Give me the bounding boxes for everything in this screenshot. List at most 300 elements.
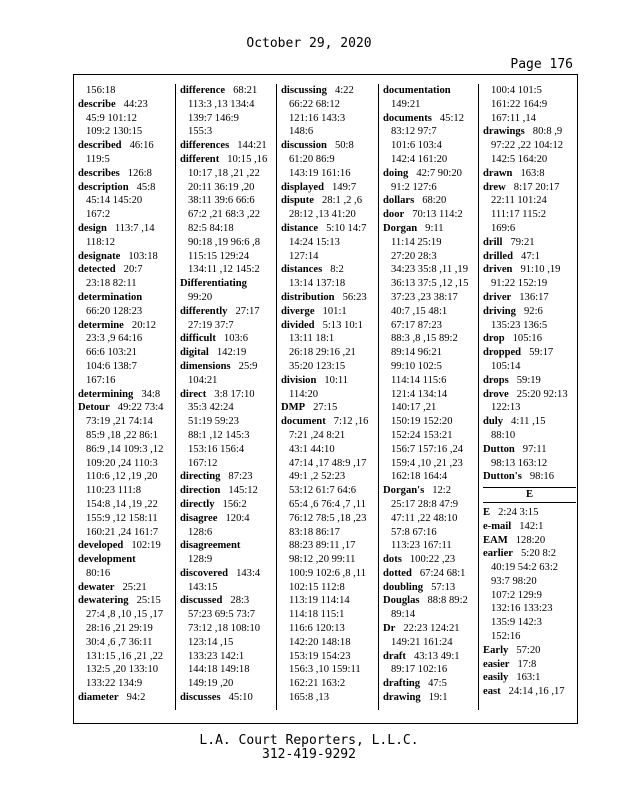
index-term: E — [483, 506, 491, 518]
index-term: Douglas — [383, 595, 420, 607]
index-page-refs: 132:16 133:23 — [491, 603, 553, 615]
index-term: drill — [483, 236, 503, 248]
index-line — [383, 567, 476, 581]
index-line — [483, 429, 576, 443]
index-line — [78, 401, 171, 415]
index-page-refs: 19:1 — [428, 692, 448, 704]
index-line — [78, 153, 171, 167]
index-term: easily — [483, 672, 509, 684]
index-line — [78, 594, 171, 608]
index-term: diameter — [78, 692, 119, 704]
index-term: disagree — [180, 512, 218, 524]
index-page-refs: 68:20 — [422, 195, 447, 207]
index-page-refs: 100:9 102:6 ,8 ,11 — [289, 567, 367, 579]
index-term: Dr — [383, 623, 396, 635]
index-line — [383, 622, 476, 636]
index-page-refs: 133:23 142:1 — [188, 650, 245, 662]
index-term: described — [78, 140, 122, 152]
index-page-refs: 118:12 — [86, 236, 116, 248]
index-page-refs: 34:8 — [141, 388, 161, 400]
index-page-refs: 35:3 42:24 — [188, 402, 234, 414]
index-page-refs: 128:9 — [188, 554, 213, 566]
index-page-refs: 45:10 — [228, 692, 253, 704]
index-line — [180, 360, 273, 374]
index-line — [281, 650, 374, 664]
index-page-refs: 102:19 — [131, 540, 161, 552]
index-line — [180, 691, 273, 705]
index-page-refs: 10:11 — [324, 374, 349, 386]
index-page-refs: 88:3 ,8 ,15 89:2 — [391, 333, 458, 345]
index-page-refs: 59:17 — [529, 347, 554, 359]
index-page-refs: 23:18 82:11 — [86, 278, 137, 290]
index-line — [383, 305, 476, 319]
index-line — [180, 291, 273, 305]
index-line — [180, 581, 273, 595]
index-line — [383, 319, 476, 333]
index-line — [180, 167, 273, 181]
index-line — [483, 415, 576, 429]
index-page-refs: 143:4 — [236, 567, 261, 579]
index-line — [281, 553, 374, 567]
index-line — [383, 332, 476, 346]
index-page-refs: 34:23 35:8 ,11 ,19 — [391, 264, 469, 276]
index-line — [483, 125, 576, 139]
index-page-refs: 143:15 — [188, 581, 218, 593]
index-term: Dorgan's — [383, 485, 425, 497]
index-page-refs: 80:8 ,9 — [532, 126, 563, 138]
index-page-refs: 22:11 101:24 — [491, 195, 547, 207]
index-page-refs: 27:4 ,8 ,10 ,15 ,17 — [86, 609, 164, 621]
index-page-refs: 47:14 ,17 48:9 ,17 — [289, 457, 367, 469]
index-line — [281, 125, 374, 139]
index-line — [281, 512, 374, 526]
index-page-refs: 153:16 156:4 — [188, 443, 245, 455]
index-page-refs: 113:3 ,13 134:4 — [188, 98, 255, 110]
index-line — [383, 236, 476, 250]
index-line — [78, 277, 171, 291]
index-line — [383, 277, 476, 291]
index-line — [281, 263, 374, 277]
index-line — [281, 250, 374, 264]
index-page-refs: 68:21 — [233, 85, 258, 96]
index-page-refs: 154:8 ,14 ,19 ,22 — [86, 498, 158, 510]
index-line — [78, 84, 171, 98]
index-page-refs: 57:13 — [431, 581, 456, 593]
index-page-refs: 101:1 — [322, 305, 347, 317]
index-page-refs: 49:1 ,2 52:23 — [289, 471, 346, 483]
index-line — [78, 415, 171, 429]
index-term: drops — [483, 374, 509, 386]
index-page-refs: 153:19 154:23 — [289, 650, 351, 662]
index-line — [483, 112, 576, 126]
index-term: driver — [483, 291, 512, 303]
index-page-refs: 89:14 96:21 — [391, 347, 442, 359]
index-line — [483, 208, 576, 222]
index-page-refs: 65:4 ,6 76:4 ,7 ,11 — [289, 498, 367, 510]
index-page-refs: 163:8 — [520, 167, 545, 179]
index-term: Dorgan — [383, 222, 418, 234]
index-line — [180, 139, 273, 153]
index-line — [383, 401, 476, 415]
index-line — [383, 194, 476, 208]
index-page-refs: 47:11 ,22 48:10 — [391, 512, 458, 524]
index-line — [180, 608, 273, 622]
index-page-refs: 57:20 — [516, 644, 541, 656]
index-page-refs: 86:9 ,14 109:3 ,12 — [86, 443, 164, 455]
index-page-refs: 26:18 29:16 ,21 — [289, 347, 356, 359]
index-page-refs: 89:17 102:16 — [391, 664, 448, 676]
page-number: Page 176 — [510, 57, 573, 72]
index-line — [483, 346, 576, 360]
index-page-refs: 56:23 — [342, 291, 367, 303]
index-line — [281, 677, 374, 691]
index-term: difficult — [180, 333, 216, 345]
index-page-refs: 67:24 68:1 — [419, 567, 466, 579]
index-column-3 — [281, 84, 374, 705]
index-page-refs: 110:23 111:8 — [86, 485, 142, 497]
index-page-refs: 97:22 ,22 104:12 — [491, 140, 564, 152]
index-page-refs: 149:21 — [391, 98, 421, 110]
index-line — [483, 277, 576, 291]
index-page-refs: 43:1 44:10 — [289, 443, 335, 455]
index-page-refs: 46:16 — [129, 140, 154, 152]
index-page-refs: 119:5 — [86, 153, 110, 165]
index-page-refs: 105:14 — [491, 360, 521, 372]
index-line — [383, 470, 476, 484]
index-line — [483, 181, 576, 195]
index-page-refs: 17:8 — [517, 658, 537, 670]
index-line — [383, 677, 476, 691]
index-line — [383, 181, 476, 195]
index-term: EAM — [483, 534, 508, 546]
index-term: disagreement — [180, 540, 241, 552]
index-page-refs: 25:21 — [122, 581, 147, 593]
index-line — [180, 277, 273, 291]
index-page-refs: 28:1 ,2 ,6 — [321, 195, 363, 207]
index-line — [180, 181, 273, 195]
index-page-refs: 162:21 163:2 — [289, 678, 346, 690]
index-page-refs: 50:8 — [334, 140, 354, 152]
index-page-refs: 85:9 ,18 ,22 86:1 — [86, 429, 159, 441]
index-line — [483, 534, 576, 548]
index-line — [180, 443, 273, 457]
index-line — [483, 630, 576, 644]
index-term: designate — [78, 250, 121, 262]
index-page-refs: 28:3 — [230, 595, 250, 607]
index-line — [180, 650, 273, 664]
index-line — [383, 512, 476, 526]
index-page-refs: 140:17 ,21 — [391, 402, 437, 414]
index-line — [78, 319, 171, 333]
index-page-refs: 123:14 ,15 — [188, 636, 234, 648]
index-page-refs: 20:11 36:19 ,20 — [188, 181, 255, 193]
index-line — [483, 305, 576, 319]
index-line — [78, 484, 171, 498]
index-line — [180, 84, 273, 98]
index-page-refs: 120:4 — [225, 512, 250, 524]
index-line — [78, 139, 171, 153]
index-term: Differentiating — [180, 278, 247, 290]
index-term: doubling — [383, 581, 424, 593]
index-line — [281, 429, 374, 443]
index-page-refs: 47:1 — [521, 250, 540, 262]
index-term: displayed — [281, 181, 324, 193]
index-line — [483, 374, 576, 388]
index-page-refs: 144:18 149:18 — [188, 664, 250, 676]
index-term: distance — [281, 222, 319, 234]
index-line — [180, 263, 273, 277]
index-line — [483, 443, 576, 457]
index-line — [383, 650, 476, 664]
index-line — [383, 457, 476, 471]
index-page-refs: 143:19 161:16 — [289, 167, 351, 179]
index-page-refs: 162:18 164:4 — [391, 471, 448, 483]
index-line — [281, 388, 374, 402]
index-page-refs: 102:15 112:8 — [289, 581, 345, 593]
index-term: door — [383, 209, 405, 221]
index-page-refs: 169:6 — [491, 222, 516, 234]
index-line — [383, 388, 476, 402]
index-term: difference — [180, 85, 226, 96]
index-page-refs: 25:20 92:13 — [516, 388, 568, 400]
index-line — [281, 84, 374, 98]
index-page-refs: 91:10 ,19 — [520, 264, 561, 276]
index-line — [78, 526, 171, 540]
index-line — [78, 194, 171, 208]
index-page-refs: 20:7 — [123, 264, 143, 276]
index-line — [78, 553, 171, 567]
index-line — [483, 457, 576, 471]
index-line — [483, 575, 576, 589]
index-line — [383, 167, 476, 181]
index-line — [281, 526, 374, 540]
index-line — [180, 98, 273, 112]
index-page-refs: 152:24 153:21 — [391, 429, 453, 441]
index-term: drilled — [483, 250, 514, 262]
index-page-refs: 110:6 ,12 ,19 ,20 — [86, 471, 158, 483]
index-term: documentation — [383, 85, 451, 96]
index-line — [180, 498, 273, 512]
index-page-refs: 45:12 — [439, 112, 464, 124]
index-line — [281, 167, 374, 181]
index-page-refs: 66:20 128:23 — [86, 305, 143, 317]
index-page-refs: 131:15 ,16 ,21 ,22 — [86, 650, 164, 662]
index-line — [78, 250, 171, 264]
index-line — [383, 498, 476, 512]
index-page-refs: 25:17 28:8 47:9 — [391, 498, 459, 510]
index-page-refs: 44:23 — [123, 98, 148, 110]
index-line — [78, 181, 171, 195]
column-divider — [378, 84, 379, 710]
index-line — [281, 319, 374, 333]
index-page-refs: 159:4 ,10 ,21 ,23 — [391, 457, 463, 469]
index-line — [483, 671, 576, 685]
index-line — [78, 236, 171, 250]
index-line — [483, 561, 576, 575]
index-column-2 — [180, 84, 273, 705]
index-line — [383, 346, 476, 360]
index-page-refs: 149:21 161:24 — [391, 636, 453, 648]
index-page-refs: 2:24 3:15 — [498, 506, 539, 518]
index-page-refs: 142:4 161:20 — [391, 153, 448, 165]
index-page-refs: 149:7 — [331, 181, 357, 193]
index-line — [180, 319, 273, 333]
index-line — [78, 167, 171, 181]
index-line — [383, 125, 476, 139]
index-line — [78, 581, 171, 595]
index-line — [383, 112, 476, 126]
index-page-refs: 23:3 ,9 64:16 — [86, 333, 143, 345]
index-page-refs: 114:18 115:1 — [289, 609, 345, 621]
index-line — [180, 636, 273, 650]
index-page-refs: 109:20 ,24 110:3 — [86, 457, 158, 469]
index-page-refs: 36:13 37:5 ,12 ,15 — [391, 278, 469, 290]
index-page-refs: 47:5 — [428, 678, 447, 690]
index-page-refs: 132:5 ,20 133:10 — [86, 664, 159, 676]
index-line — [483, 222, 576, 236]
index-page-refs: 142:20 148:18 — [289, 636, 351, 648]
index-page-refs: 133:22 134:9 — [86, 678, 143, 690]
index-line — [383, 208, 476, 222]
index-term: east — [483, 686, 501, 698]
index-page-refs: 109:2 130:15 — [86, 126, 143, 138]
index-page-refs: 160:21 ,24 161:7 — [86, 526, 159, 538]
index-line — [383, 153, 476, 167]
index-term: differently — [180, 305, 228, 317]
index-page-refs: 148:6 — [289, 126, 314, 138]
index-line — [281, 305, 374, 319]
index-line — [78, 429, 171, 443]
index-term: drawn — [483, 167, 513, 179]
index-line — [383, 636, 476, 650]
index-page-refs: 27:20 28:3 — [391, 250, 437, 262]
index-line — [483, 685, 576, 699]
index-page-refs: 92:6 — [523, 305, 543, 317]
index-page-refs: 59:19 — [516, 374, 541, 386]
index-page-refs: 161:22 164:9 — [491, 98, 548, 110]
index-page-refs: 156:3 ,10 159:11 — [289, 664, 361, 676]
index-line — [78, 388, 171, 402]
index-line — [281, 208, 374, 222]
index-line — [281, 291, 374, 305]
index-page-refs: 134:11 ,12 145:2 — [188, 264, 260, 276]
index-page-refs: 116:6 120:13 — [289, 623, 345, 635]
index-line — [180, 388, 273, 402]
index-line — [281, 608, 374, 622]
index-term: describes — [78, 167, 120, 179]
index-line — [180, 194, 273, 208]
index-page-refs: 113:23 167:11 — [391, 540, 452, 552]
index-term: determination — [78, 291, 143, 303]
index-term: DMP — [281, 402, 306, 414]
index-line — [78, 636, 171, 650]
index-page-refs: 24:14 ,16 ,17 — [508, 686, 565, 698]
index-term: detected — [78, 264, 116, 276]
index-term: drawing — [383, 692, 421, 704]
index-line — [281, 594, 374, 608]
index-page-refs: 136:17 — [519, 291, 549, 303]
index-page-refs: 98:12 ,20 99:11 — [289, 554, 356, 566]
index-page-refs: 121:4 134:14 — [391, 388, 448, 400]
index-line — [78, 663, 171, 677]
index-page-refs: 127:14 — [289, 250, 319, 262]
index-term: dimensions — [180, 360, 231, 372]
index-page-refs: 79:21 — [510, 236, 535, 248]
index-page-refs: 25:15 — [136, 595, 161, 607]
index-line — [383, 663, 476, 677]
index-page-refs: 73:12 ,18 108:10 — [188, 623, 261, 635]
index-page-refs: 40:19 54:2 63:2 — [491, 562, 559, 574]
column-divider — [276, 84, 277, 710]
index-page-refs: 57:23 69:5 73:7 — [188, 609, 256, 621]
index-term: dewater — [78, 581, 115, 593]
index-line — [383, 553, 476, 567]
index-term: documents — [383, 112, 432, 124]
index-page-refs: 45:8 — [136, 181, 156, 193]
index-term: driven — [483, 264, 513, 276]
index-line — [78, 374, 171, 388]
index-term: Dutton — [483, 443, 515, 455]
index-line — [383, 526, 476, 540]
index-line — [180, 125, 273, 139]
index-line — [483, 263, 576, 277]
index-line — [383, 608, 476, 622]
index-line — [483, 194, 576, 208]
index-page-refs: 25:9 — [238, 360, 258, 372]
index-line — [383, 374, 476, 388]
index-line — [78, 332, 171, 346]
index-page-refs: 57:8 67:16 — [391, 526, 437, 538]
index-page-refs: 128:20 — [515, 534, 546, 546]
index-page-refs: 28:12 ,13 41:20 — [289, 209, 356, 221]
index-line — [180, 222, 273, 236]
index-term: divided — [281, 319, 315, 331]
index-page-refs: 87:23 — [228, 471, 253, 483]
index-line — [483, 332, 576, 346]
index-line — [483, 644, 576, 658]
index-term: direction — [180, 485, 221, 497]
index-line — [383, 139, 476, 153]
index-page-refs: 27:17 — [235, 305, 260, 317]
index-line — [383, 443, 476, 457]
index-line — [383, 581, 476, 595]
index-page-refs: 88:8 89:2 — [427, 595, 468, 607]
index-column-1 — [78, 84, 171, 705]
index-line — [281, 622, 374, 636]
index-line — [281, 98, 374, 112]
index-line — [483, 401, 576, 415]
index-line — [78, 443, 171, 457]
index-line — [78, 512, 171, 526]
index-line — [78, 112, 171, 126]
index-term: digital — [180, 347, 209, 359]
index-page-refs: 88:23 89:11 ,17 — [289, 540, 356, 552]
index-line — [180, 415, 273, 429]
index-line — [78, 498, 171, 512]
index-line — [281, 539, 374, 553]
index-page-refs: 76:12 78:5 ,18 ,23 — [289, 512, 367, 524]
index-line — [180, 677, 273, 691]
index-line — [281, 484, 374, 498]
index-page-refs: 83:12 97:7 — [391, 126, 437, 138]
index-line — [483, 616, 576, 630]
index-line — [383, 691, 476, 705]
index-line — [180, 236, 273, 250]
index-line — [483, 139, 576, 153]
index-term: distribution — [281, 291, 335, 303]
index-line — [78, 125, 171, 139]
index-term: dewatering — [78, 595, 129, 607]
